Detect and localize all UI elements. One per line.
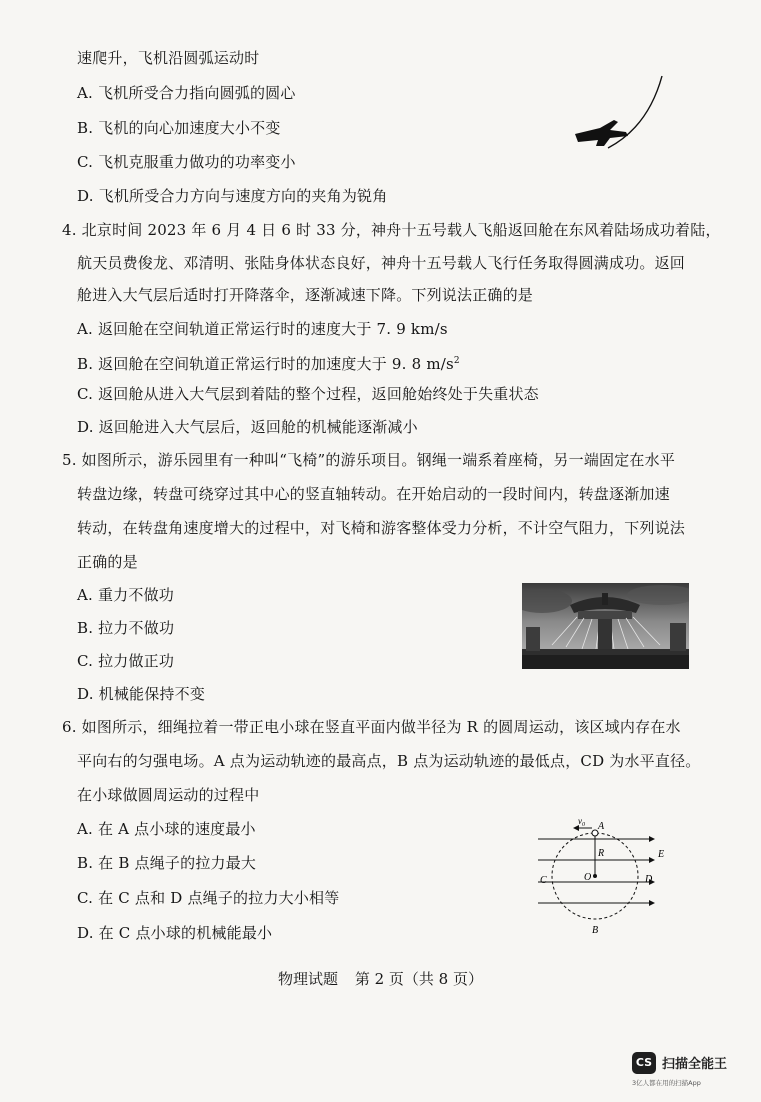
flying-chair-photo bbox=[522, 583, 689, 669]
q3-option-b: B. 飞机的向心加速度大小不变 bbox=[77, 119, 281, 137]
label-e: E bbox=[658, 849, 665, 860]
q5-stem-line-3: 转动，在转盘角速度增大的过程中，对飞椅和游客整体受力分析，不计空气阻力，下列说法 bbox=[77, 519, 686, 537]
q3-option-a: A. 飞机所受合力指向圆弧的圆心 bbox=[77, 84, 296, 102]
circular-motion-field-diagram bbox=[530, 812, 680, 940]
label-a: A bbox=[598, 821, 605, 832]
q4-option-c: C. 返回舱从进入大气层到着陆的整个过程，返回舱始终处于失重状态 bbox=[77, 385, 539, 403]
q4-stem-line-3: 舱进入大气层后适时打开降落伞，逐渐减速下降。下列说法正确的是 bbox=[77, 286, 534, 304]
watermark-subtitle: 3亿人都在用的扫描App bbox=[632, 1079, 701, 1087]
q4-option-b bbox=[77, 351, 460, 374]
q6-option-d: D. 在 C 点小球的机械能最小 bbox=[77, 924, 273, 942]
page-footer bbox=[0, 968, 761, 989]
q4-option-a: A. 返回舱在空间轨道正常运行时的速度大于 7. 9 km/s bbox=[77, 320, 448, 338]
label-v0: $v_0$ bbox=[578, 816, 585, 828]
q6-stem-line-2: 平向右的匀强电场。A 点为运动轨迹的最高点，B 点为运动轨迹的最低点，CD 为水平直径。 bbox=[77, 752, 701, 770]
q3-stem-tail: 速爬升，飞机沿圆弧运动时 bbox=[77, 49, 260, 67]
q4-stem-line-1: 4. 北京时间 2023 年 6 月 4 日 6 时 33 分，神舟十五号载人飞船返回舱在东风着陆场成功着陆， bbox=[62, 221, 721, 239]
q5-option-a: A. 重力不做功 bbox=[77, 586, 174, 604]
q4-stem-line-2: 航天员费俊龙、邓清明、张陆身体状态良好，神舟十五号载人飞行任务取得圆满成功。返回 bbox=[77, 254, 686, 272]
q6-option-a: A. 在 A 点小球的速度最小 bbox=[77, 820, 256, 838]
label-b: B bbox=[592, 925, 599, 936]
q5-option-d: D. 机械能保持不变 bbox=[77, 685, 206, 703]
q4-option-b-exponent: 2 bbox=[453, 356, 460, 366]
q6-option-b: B. 在 B 点绳子的拉力最大 bbox=[77, 854, 257, 872]
q6-option-c: C. 在 C 点和 D 点绳子的拉力大小相等 bbox=[77, 889, 340, 907]
q5-option-c: C. 拉力做正功 bbox=[77, 652, 175, 670]
scanner-watermark bbox=[630, 1050, 750, 1090]
q5-stem-line-1: 5. 如图所示，游乐园里有一种叫“飞椅”的游乐项目。钢绳一端系着座椅，另一端固定在水平 bbox=[62, 451, 676, 469]
label-o: O bbox=[584, 872, 592, 883]
q5-option-b: B. 拉力不做功 bbox=[77, 619, 175, 637]
q3-option-d: D. 飞机所受合力方向与速度方向的夹角为锐角 bbox=[77, 187, 388, 205]
q4-option-d: D. 返回舱进入大气层后，返回舱的机械能逐渐减小 bbox=[77, 418, 418, 436]
q6-stem-line-1: 6. 如图所示，细绳拉着一带正电小球在竖直平面内做半径为 R 的圆周运动，该区域内存在水 bbox=[62, 718, 681, 736]
label-r: R bbox=[598, 848, 605, 859]
q4-option-b-text: B. 返回舱在空间轨道正常运行时的加速度大于 9. 8 m/s bbox=[77, 355, 454, 373]
airplane-arc-figure bbox=[570, 72, 670, 162]
q5-stem-line-2: 转盘边缘，转盘可绕穿过其中心的竖直轴转动。在开始启动的一段时间内，转盘逐渐加速 bbox=[77, 485, 670, 503]
q5-stem-line-4: 正确的是 bbox=[77, 553, 138, 571]
watermark-title: 扫描全能王 bbox=[662, 1057, 728, 1072]
label-d: D bbox=[645, 874, 653, 885]
label-c: C bbox=[540, 875, 547, 886]
q3-option-c: C. 飞机克服重力做功的功率变小 bbox=[77, 153, 296, 171]
footer-page-number: 第 2 页（共 8 页） bbox=[354, 970, 483, 988]
camscanner-logo-icon: CS bbox=[632, 1052, 656, 1074]
airplane-icon bbox=[575, 120, 628, 146]
footer-subject: 物理试题 bbox=[278, 970, 339, 988]
q6-stem-line-3: 在小球做圆周运动的过程中 bbox=[77, 786, 260, 804]
